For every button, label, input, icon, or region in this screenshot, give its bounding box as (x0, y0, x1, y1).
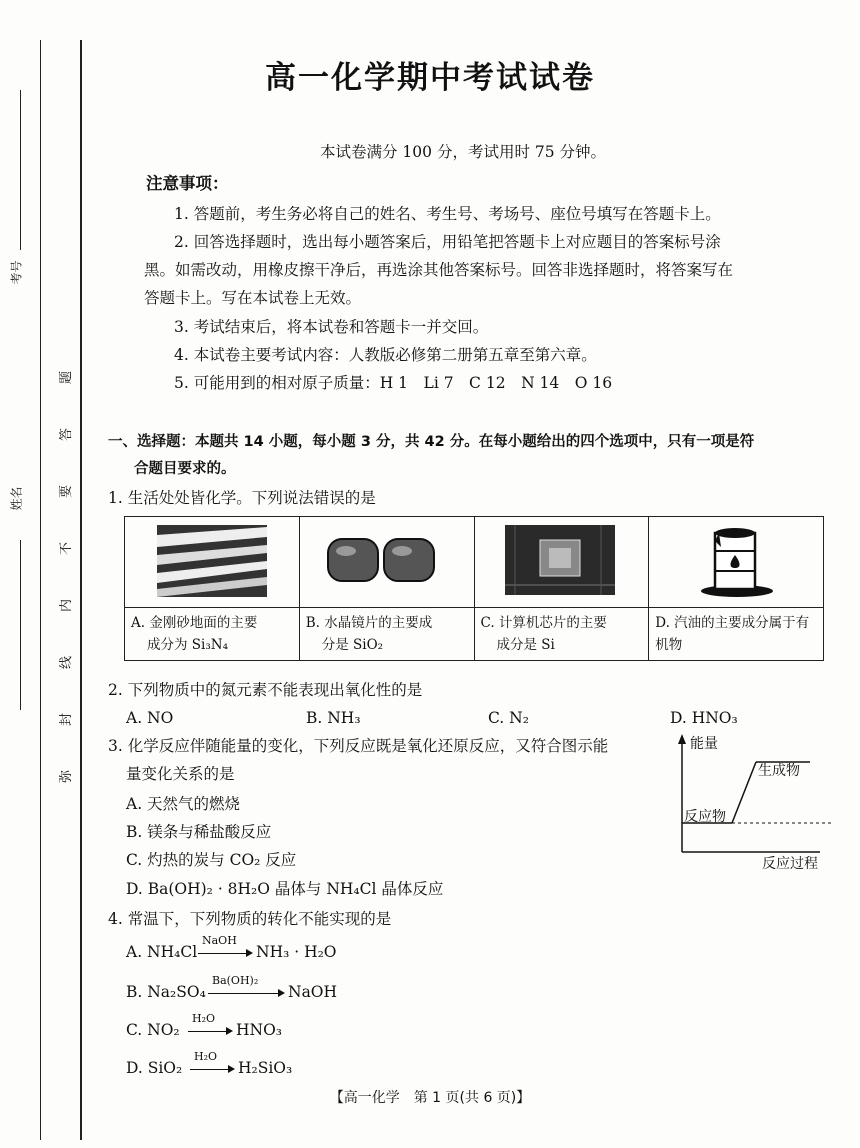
computer-chip-image (505, 525, 615, 595)
arrow-head-icon (228, 1065, 235, 1073)
option-d-image-cell (649, 517, 824, 608)
arrow-head-icon (278, 989, 285, 997)
arrow-head-icon (246, 949, 253, 957)
option-a: A. 金刚砂地面的主要 成分为 Si₃N₄ (125, 608, 300, 661)
option-d: D. HNO₃ (670, 709, 738, 727)
diagram-y-label: 能量 (690, 736, 718, 752)
reaction-arrow (208, 993, 280, 994)
margin-line-outer (40, 40, 41, 1140)
note-item: 5. 可能用到的相对原子质量：H 1 Li 7 C 12 N 14 O 16 (174, 374, 613, 392)
option-a-image-cell (125, 517, 300, 608)
seal-char: 线 (59, 655, 75, 670)
reaction-condition: Ba(OH)₂ (212, 974, 259, 987)
reaction-arrow (198, 953, 248, 954)
option-a: A. 天然气的燃烧 (126, 795, 241, 813)
reaction-condition: H₂O (194, 1050, 218, 1063)
reaction-reactant: D. SiO₂ (126, 1059, 183, 1077)
energy-diagram (670, 732, 840, 872)
diagram-reactant-label: 反应物 (684, 809, 726, 825)
name-label: 姓名 (9, 486, 24, 511)
note-item: 3. 考试结束后，将本试卷和答题卡一并交回。 (174, 318, 489, 336)
reaction-reactant: C. NO₂ (126, 1021, 180, 1039)
oil-barrel-icon (697, 521, 777, 597)
reaction-product: HNO₃ (236, 1021, 283, 1039)
option-a: A. NO (126, 709, 174, 727)
carborundum-floor-image (157, 525, 267, 597)
question-3-stem-cont: 量变化关系的是 (126, 765, 235, 783)
exam-no-label: 考号 (9, 260, 24, 285)
seal-char: 封 (59, 712, 75, 727)
note-item: 黑。如需改动，用橡皮擦干净后，再选涂其他答案标号。回答非选择题时，将答案写在 (144, 261, 734, 279)
question-1-table (124, 516, 824, 661)
reaction-reactant: B. Na₂SO₄ (126, 983, 206, 1001)
option-c: C. 灼热的炭与 CO₂ 反应 (126, 851, 297, 869)
reaction-product: NaOH (288, 983, 338, 1001)
note-item: 1. 答题前，考生务必将自己的姓名、考生号、考场号、座位号填写在答题卡上。 (174, 205, 721, 223)
option-b: B. 镁条与稀盐酸反应 (126, 823, 272, 841)
exam-no-blank (20, 90, 21, 250)
seal-char: 题 (59, 370, 75, 385)
question-1-stem: 1. 生活处处皆化学。下列说法错误的是 (108, 489, 376, 507)
question-4-stem: 4. 常温下，下列物质的转化不能实现的是 (108, 910, 392, 928)
option-c-image-cell (474, 517, 649, 608)
option-b: B. NH₃ (306, 709, 361, 727)
arrow-head-icon (226, 1027, 233, 1035)
option-d: D. Ba(OH)₂ · 8H₂O 晶体与 NH₄Cl 晶体反应 (126, 880, 444, 898)
option-c: C. 计算机芯片的主要 成分是 Si (474, 608, 649, 661)
reaction-condition: NaOH (202, 934, 237, 947)
option-c: C. N₂ (488, 709, 529, 727)
seal-char: 弥 (59, 769, 75, 784)
reaction-product: H₂SiO₃ (238, 1059, 293, 1077)
seal-char: 不 (59, 541, 75, 556)
diagram-product-label: 生成物 (758, 763, 800, 779)
margin-line-inner (80, 40, 82, 1140)
reaction-arrow (188, 1031, 228, 1032)
seal-char: 内 (59, 598, 75, 613)
diagram-x-label: 反应过程 (762, 856, 818, 872)
reaction-arrow (190, 1069, 230, 1070)
reaction-condition: H₂O (192, 1012, 216, 1025)
note-item: 答题卡上。写在本试卷上无效。 (144, 289, 362, 307)
option-b: B. 水晶镜片的主要成 分是 SiO₂ (299, 608, 474, 661)
page-footer: 【高一化学 第 1 页(共 6 页)】 (329, 1090, 531, 1106)
reaction-reactant: A. NH₄Cl (126, 943, 198, 961)
name-blank (20, 540, 21, 710)
page-title: 高一化学期中考试试卷 (265, 60, 595, 96)
exam-subtitle: 本试卷满分 100 分，考试用时 75 分钟。 (320, 143, 607, 161)
question-2-stem: 2. 下列物质中的氮元素不能表现出氧化性的是 (108, 681, 423, 699)
crystal-lens-image (326, 533, 436, 593)
option-b-image-cell (299, 517, 474, 608)
seal-char: 答 (59, 427, 75, 442)
seal-char: 要 (59, 484, 75, 499)
note-item: 2. 回答选择题时，选出每小题答案后，用铅笔把答题卡上对应题目的答案标号涂 (174, 233, 721, 251)
reaction-product: NH₃ · H₂O (256, 943, 337, 961)
question-3-stem: 3. 化学反应伴随能量的变化，下列反应既是氧化还原反应，又符合图示能 (108, 737, 609, 755)
notes-heading: 注意事项： (146, 174, 229, 193)
option-d: D. 汽油的主要成分属于有 机物 (649, 608, 824, 661)
section-heading-cont: 合题目要求的。 (134, 461, 236, 477)
note-item: 4. 本试卷主要考试内容：人教版必修第二册第五章至第六章。 (174, 346, 597, 364)
section-heading: 一、选择题：本题共 14 小题，每小题 3 分，共 42 分。在每小题给出的四个选项中，只有一项是符 (108, 434, 755, 450)
